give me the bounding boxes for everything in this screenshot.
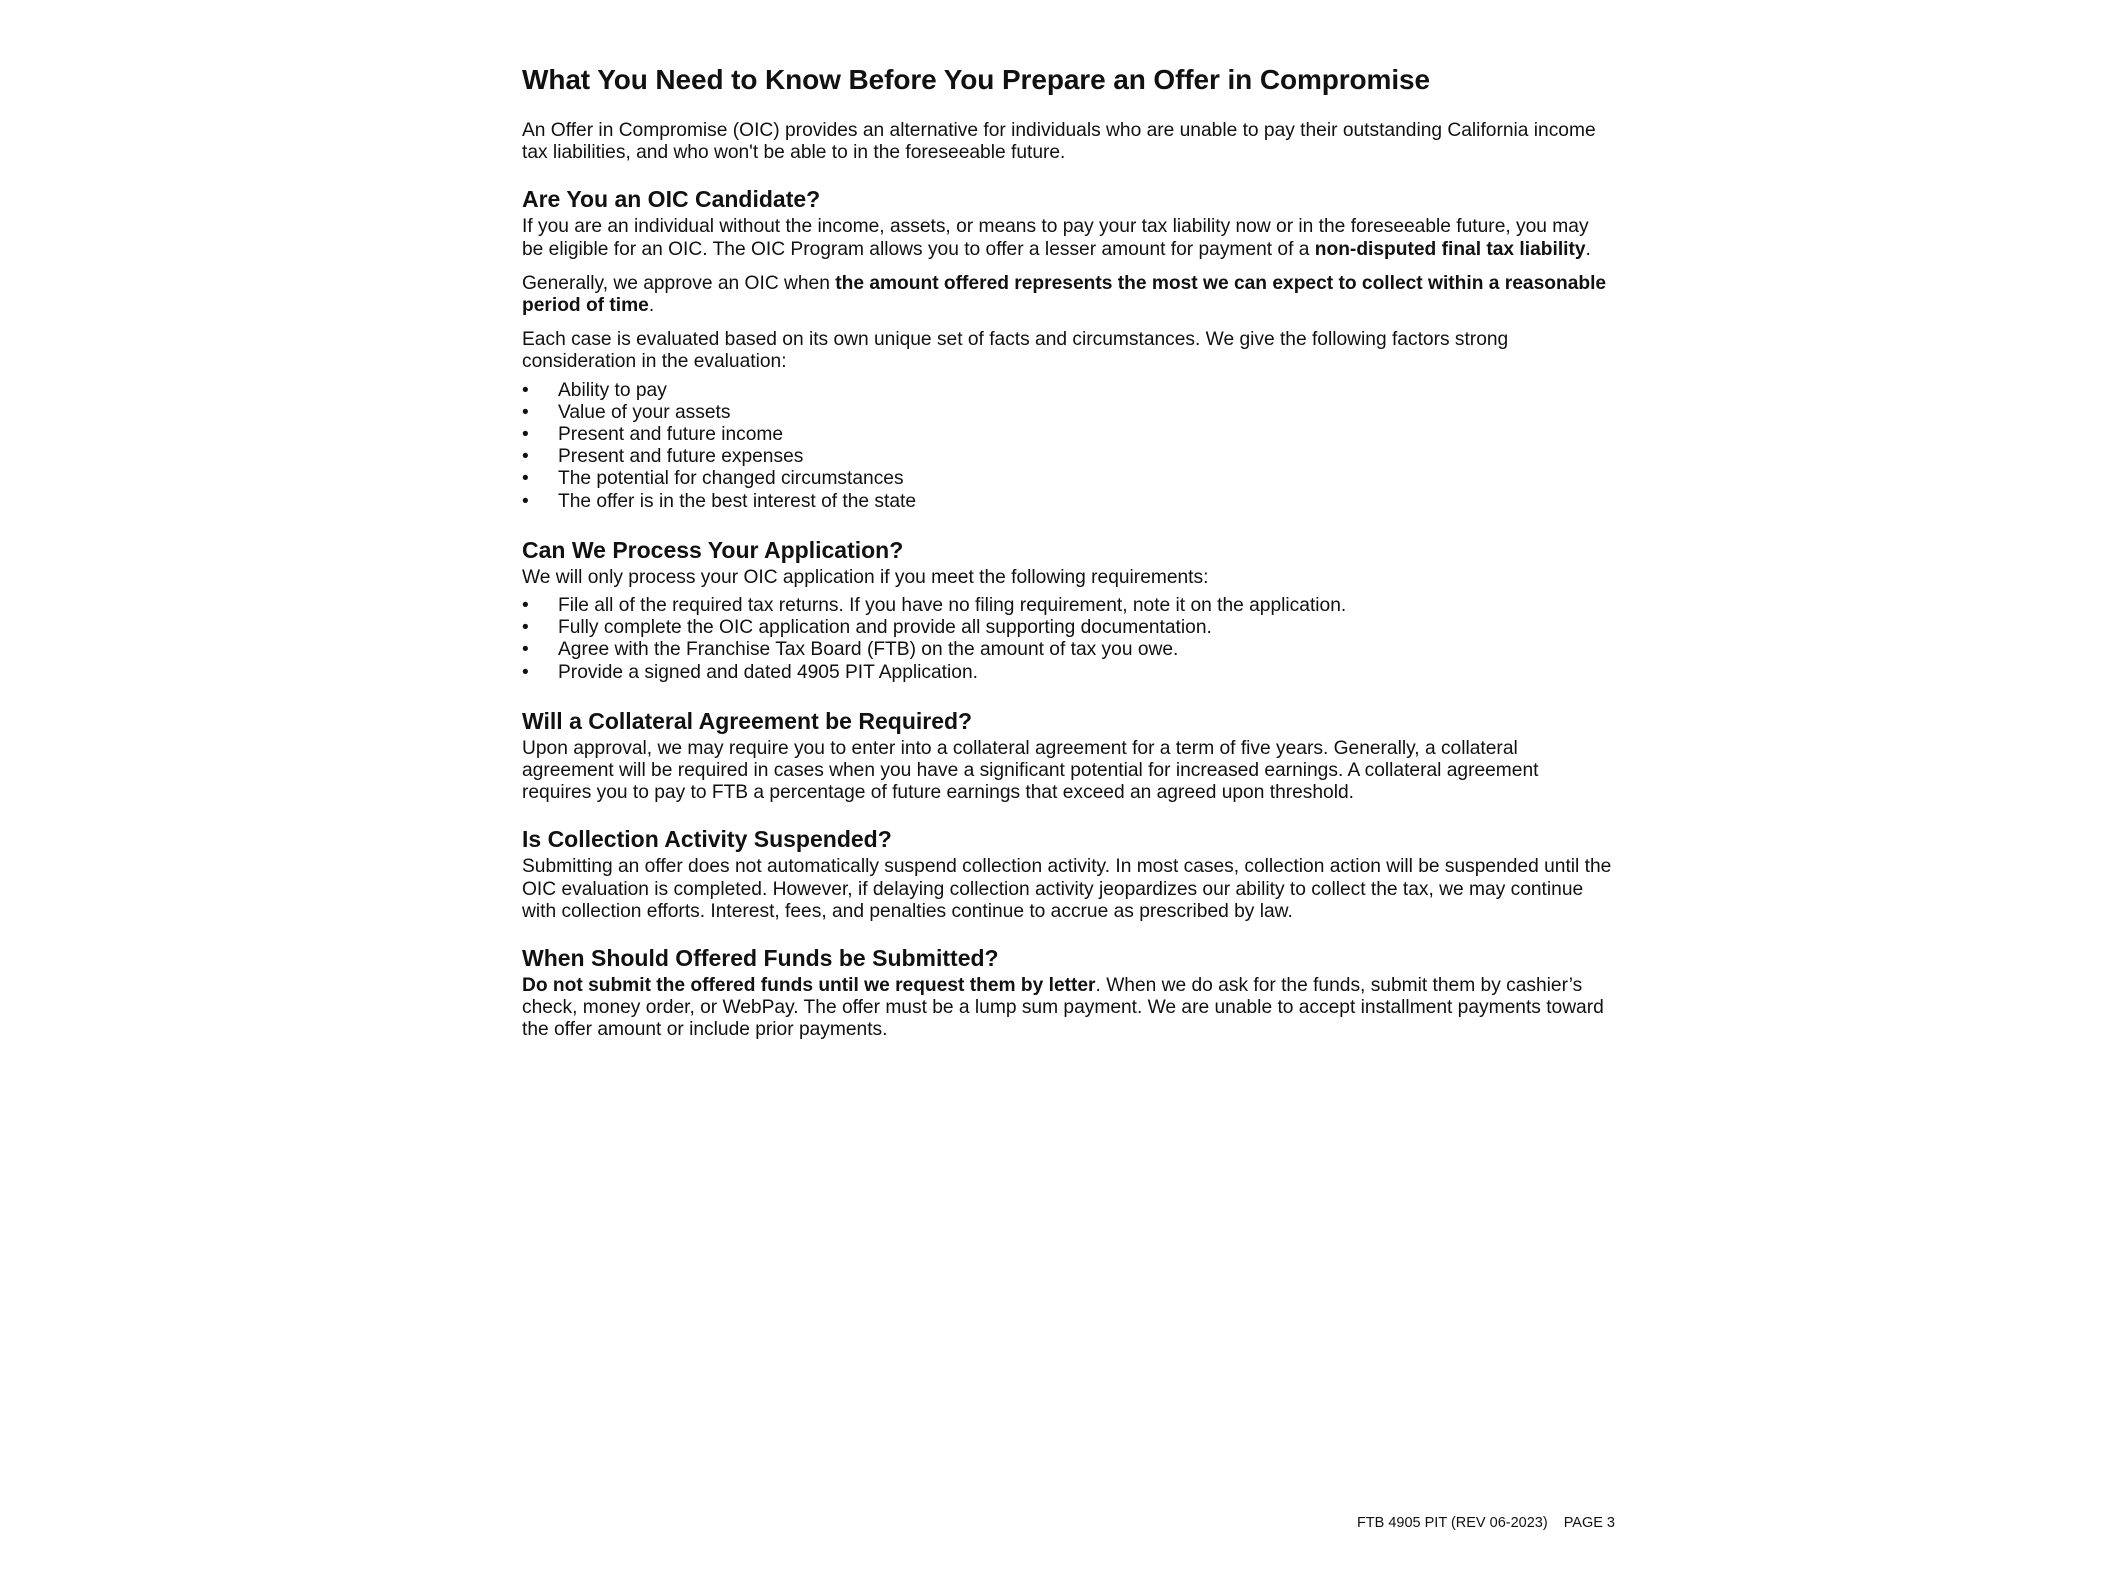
emphasis-text: non-disputed final tax liability: [1314, 238, 1586, 260]
offered-funds-paragraph: [522, 975, 1612, 1042]
list-item: [522, 468, 1612, 490]
bullet-icon: •: [522, 617, 529, 639]
list-item: [522, 491, 1612, 513]
list-item-text: The offer is in the best interest of the state: [558, 490, 917, 512]
bullet-icon: •: [522, 424, 529, 446]
emphasis-text: the amount offered represents the most we can expect to collect within a reasonable period of time: [522, 272, 1607, 317]
list-item-text: Provide a signed and dated 4905 PIT Application.: [558, 661, 978, 683]
list-item: [522, 595, 1612, 617]
paragraph-text: . When we do ask for the funds, submit them by cashier’s check, money order, or WebPay. The offer must be a lump sum payment. We are unable to accept installment payments toward the offer amount or include prior payments.: [522, 975, 1604, 1041]
paragraph-text: Generally, we approve an OIC when: [522, 272, 836, 294]
section-heading-offered-funds: When Should Offered Funds be Submitted?: [522, 945, 999, 972]
list-item: [522, 380, 1612, 402]
section-heading-process-application: Can We Process Your Application?: [522, 536, 904, 563]
bullet-icon: •: [522, 446, 529, 468]
form-identifier: FTB 4905 PIT (REV 06-2023): [1356, 1515, 1548, 1531]
bullet-icon: •: [522, 639, 529, 661]
bullet-icon: •: [522, 490, 529, 512]
list-item-text: Ability to pay: [558, 379, 667, 401]
list-item: [522, 446, 1612, 468]
page-footer: [1290, 1514, 1615, 1532]
document-page: [522, 62, 1612, 1054]
bullet-icon: •: [522, 661, 529, 683]
section-heading-collateral-agreement: Will a Collateral Agreement be Required?: [522, 707, 973, 734]
bullet-icon: •: [522, 379, 529, 401]
list-item-text: Fully complete the OIC application and provide all supporting documentation.: [558, 617, 1212, 639]
page-number: PAGE 3: [1563, 1515, 1615, 1531]
oic-candidate-paragraph-3: Each case is evaluated based on its own unique set of facts and circumstances. We give the following factors strong consideration in the evaluation:: [522, 329, 1509, 373]
intro-paragraph: An Offer in Compromise (OIC) provides an alternative for individuals who are unable to pay their outstanding California income tax liabilities, and who won't be able to in the foreseeable future.: [522, 120, 1596, 164]
paragraph-text: .: [648, 295, 655, 317]
bullet-icon: •: [522, 401, 529, 423]
oic-candidate-paragraph-1: [522, 216, 1612, 260]
list-item-text: Value of your assets: [558, 401, 731, 423]
list-item: [522, 662, 1612, 684]
collateral-agreement-paragraph: Upon approval, we may require you to enter into a collateral agreement for a term of five years. Generally, a collateral agreement will be required in cases when you have a significant potential for increased earnings. A collateral agreement requires you to pay to FTB a percentage of future earnings that exceed an agreed upon threshold.: [522, 737, 1539, 804]
paragraph-text: .: [1585, 238, 1591, 260]
page-title: What You Need to Know Before You Prepare an Offer in Compromise: [522, 64, 1430, 95]
section-heading-collection-activity: Is Collection Activity Suspended?: [522, 826, 892, 853]
list-item: [522, 402, 1612, 424]
list-item-text: Present and future income: [558, 424, 784, 446]
section-heading-oic-candidate: Are You an OIC Candidate?: [522, 186, 821, 213]
list-item-text: The potential for changed circumstances: [558, 468, 904, 490]
list-item: [522, 639, 1612, 661]
oic-candidate-paragraph-2: [522, 273, 1612, 317]
process-application-paragraph: We will only process your OIC application if you meet the following requirements:: [522, 566, 1209, 588]
list-item: [522, 617, 1612, 639]
bullet-icon: •: [522, 468, 529, 490]
list-item: [522, 424, 1612, 446]
paragraph-text: If you are an individual without the income, assets, or means to pay your tax liability now or in the foreseeable future, you may be eligible for an OIC. The OIC Program allows you to offer a lesser amount for payment of a: [522, 216, 1589, 260]
list-item-text: Present and future expenses: [558, 446, 804, 468]
list-item-text: Agree with the Franchise Tax Board (FTB) on the amount of tax you owe.: [558, 639, 1179, 661]
collection-activity-paragraph: Submitting an offer does not automatically suspend collection activity. In most cases, collection action will be suspended until the OIC evaluation is completed. However, if delaying collection activity jeopardizes our ability to collect the tax, we may continue with collection efforts. Interest, fees, and penalties continue to accrue as prescribed by law.: [522, 856, 1612, 922]
requirements-list: [522, 595, 1612, 684]
bullet-icon: •: [522, 595, 529, 617]
list-item-text: File all of the required tax returns. If you have no filing requirement, note it on the application.: [558, 595, 1347, 617]
evaluation-factors-list: [522, 380, 1612, 513]
emphasis-text: Do not submit the offered funds until we request them by letter: [522, 975, 1096, 997]
